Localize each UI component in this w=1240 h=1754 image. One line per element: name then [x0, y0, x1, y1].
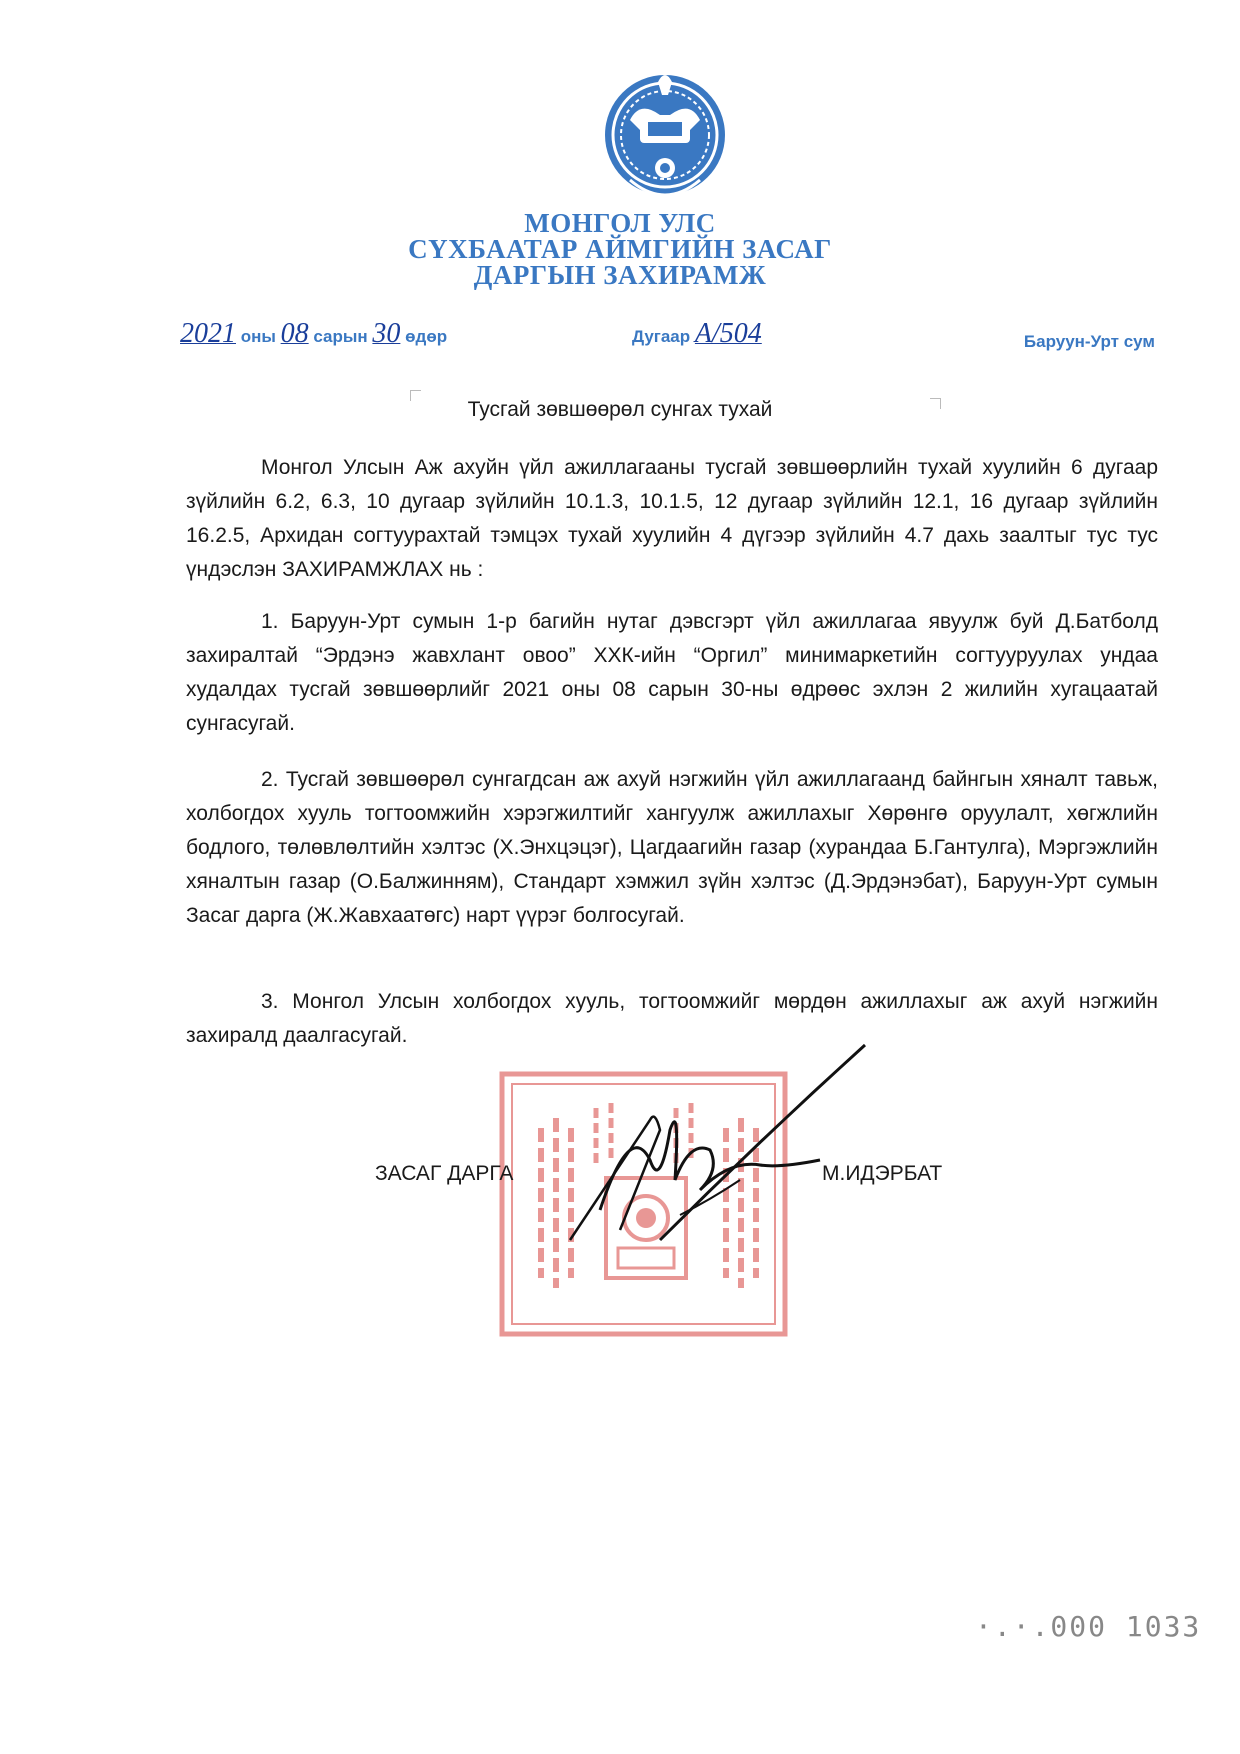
header-country: МОНГОЛ УЛС: [524, 208, 716, 238]
document-number: [632, 318, 762, 350]
signatory-name: М.ИДЭРБАТ: [822, 1162, 943, 1185]
signatory-title: ЗАСАГ ДАРГА: [375, 1162, 514, 1185]
paragraph-intro: Монгол Улсын Аж ахуйн үйл ажиллагааны тусгай зөвшөөрлийн тухай хуулийн 6 дугаар зүйлийн 6.2, 6.3, 10 дугаар зүйлийн 10.1.3, 10.1.5, 12 дугаар зүйлийн 12.1, 16 дугаар зүйлийн 16.2.5, Архидан согтуурахтай тэмцэх тухай хуулийн 4 дүгээр зүйлийн 4.7 дахь заалтыг тус тус үндэслэн ЗАХИРАМЖЛАХ нь :: [186, 456, 1158, 581]
paragraph-item-3: 3. Монгол Улсын холбогдох хууль, тогтоомжийг мөрдөн ажиллахыг аж ахуй нэгжийн захиралд даалгасугай.: [186, 990, 1158, 1047]
date-day: 30: [372, 318, 401, 349]
date-month: 08: [280, 318, 309, 349]
document-place: Баруун-Урт сум: [1023, 332, 1155, 351]
state-emblem-icon: [600, 60, 730, 220]
document-header: [0, 210, 1240, 288]
number-label: Дугаар: [632, 327, 691, 346]
paragraph-item-2: 2. Тусгай зөвшөөрөл сунгагдсан аж ахуй нэгжийн үйл ажиллагаанд байнгын хяналт тавьж, холбогдох хууль тогтоомжийн хэрэгжилтийг хангуулж ажиллахыг Хөрөнгө оруулалт, хөгжлийн бодлого, төлөвлөлтийн хэлтэс (Х.Энхцэцэг), Цагдаагийн газар (хурандаа Б.Гантулга), Мэргэжлийн хяналтын газар (О.Балжинням), Стандарт хэмжил зүйн хэлтэс (Д.Эрдэнэбат), Баруун-Урт сумын Засаг дарга (Ж.Жавхаатөгс) нарт үүрэг болгосугай.: [186, 768, 1158, 927]
document-title: Тусгай зөвшөөрөл сунгах тухай: [467, 398, 773, 421]
serial-number: ·.·.000 1033: [975, 1610, 1202, 1643]
number-value: А/504: [694, 318, 762, 349]
handwritten-signature: [560, 1040, 890, 1270]
document-meta-row: [0, 318, 1240, 358]
document-date: [180, 318, 447, 350]
header-authority: СҮХБААТАР АЙМГИЙН ЗАСАГ: [408, 234, 832, 264]
date-month-suffix: сарын: [313, 327, 368, 346]
paragraph-item-1: 1. Баруун-Урт сумын 1-р багийн нутаг дэвсгэрт үйл ажиллагаа явуулж буй Д.Батболд захиралтай “Эрдэнэ жавхлант овоо” ХХК-ийн “Оргил” минимаркетийн согтууруулах ундаа худалдах тусгай зөвшөөрлийг 2021 оны 08 сарын 30-ны өдрөөс эхлэн 2 жилийн хугацаатай сунгасугай.: [186, 610, 1158, 735]
date-day-suffix: өдөр: [405, 327, 448, 346]
date-year: 2021: [180, 318, 236, 349]
date-year-suffix: оны: [240, 327, 276, 346]
header-doc-type: ДАРГЫН ЗАХИРАМЖ: [473, 260, 767, 290]
